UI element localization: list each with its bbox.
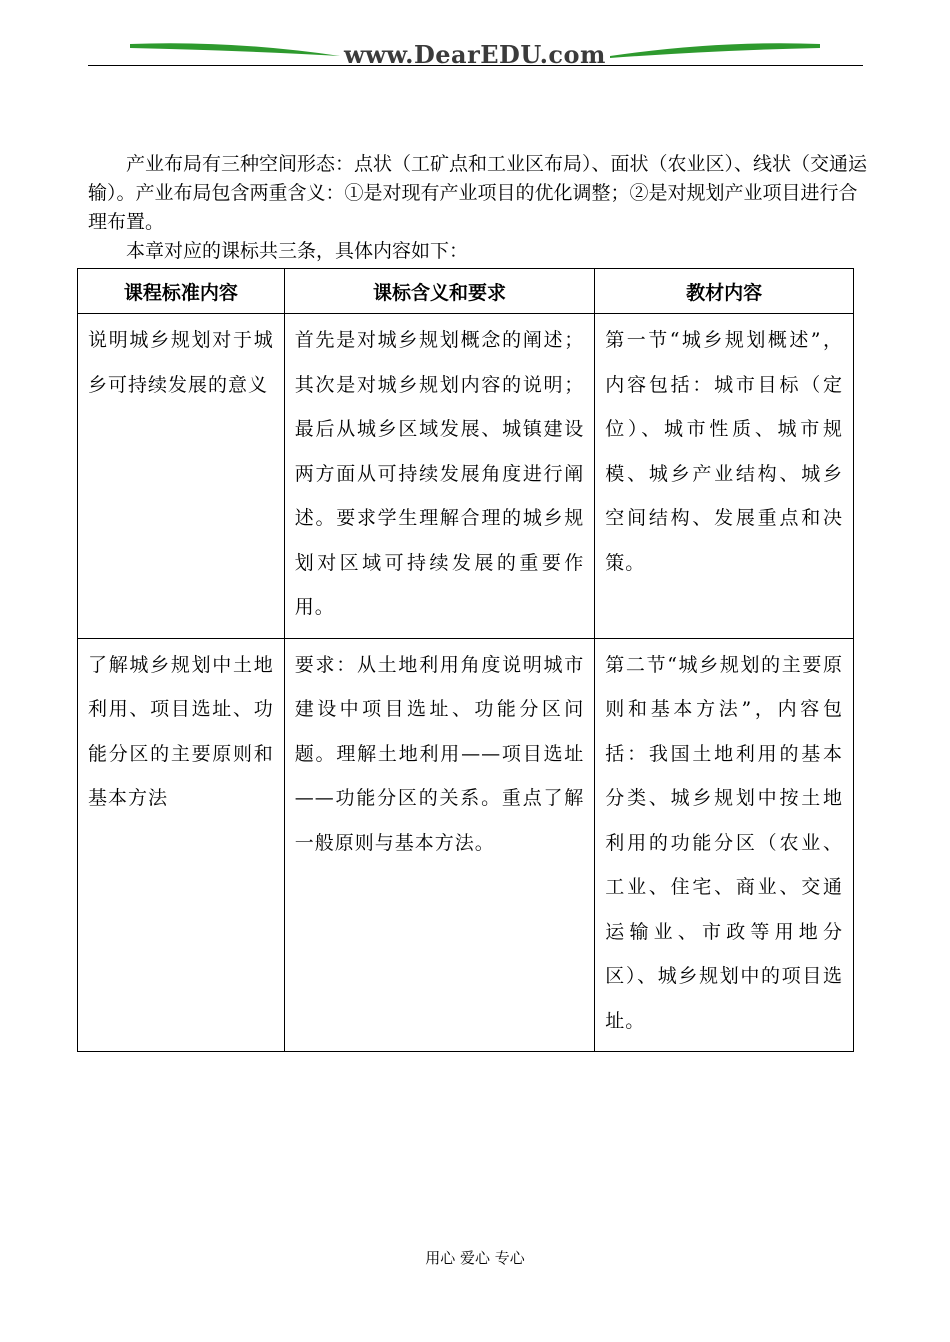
table-row (78, 638, 854, 1052)
table-row (78, 314, 854, 639)
site-logo-text: www.DearEDU.com (344, 40, 606, 69)
paragraph-standards-intro: 本章对应的课标共三条，具体内容如下： (126, 240, 469, 262)
table-header-row (78, 269, 854, 314)
table-cell-standard: 了解城乡规划中土地利用、项目选址、功能分区的主要原则和基本方法 (78, 638, 285, 1052)
table-cell-textbook: 第二节“城乡规划的主要原则和基本方法”，内容包括：我国土地利用的基本分类、城乡规划中按土地利用的功能分区（农业、工业、住宅、商业、交通运输业、市政等用地分区）、城乡规划中的项目选址。 (595, 638, 854, 1052)
header-standard-content: 课程标准内容 (78, 269, 285, 314)
table-cell-textbook: 第一节“城乡规划概述”，内容包括：城市目标（定位）、城市性质、城市规模、城乡产业结构、城乡空间结构、发展重点和决策。 (595, 314, 854, 639)
table-cell-requirements: 要求：从土地利用角度说明城市建设中项目选址、功能分区问题。理解土地利用——项目选址——功能分区的关系。重点了解一般原则与基本方法。 (284, 638, 595, 1052)
header-rule (88, 65, 863, 66)
curriculum-standards-table (77, 268, 854, 1052)
intro-text (88, 150, 868, 266)
table-cell-requirements: 首先是对城乡规划概念的阐述；其次是对城乡规划内容的说明；最后从城乡区域发展、城镇建设两方面从可持续发展角度进行阐述。要求学生理解合理的城乡规划对区域可持续发展的重要作用。 (284, 314, 595, 639)
table-cell-standard: 说明城乡规划对于城乡可持续发展的意义 (78, 314, 285, 639)
header-meaning-requirements: 课标含义和要求 (284, 269, 595, 314)
page-footer: 用心 爱心 专心 (425, 1249, 525, 1267)
page-header (0, 0, 950, 80)
header-textbook-content: 教材内容 (595, 269, 854, 314)
paragraph-industry-layout: 产业布局有三种空间形态：点状（工矿点和工业区布局）、面状（农业区）、线状（交通运输）。产业布局包含两重含义：①是对现有产业项目的优化调整；②是对规划产业项目进行合理布置。 (88, 153, 868, 233)
